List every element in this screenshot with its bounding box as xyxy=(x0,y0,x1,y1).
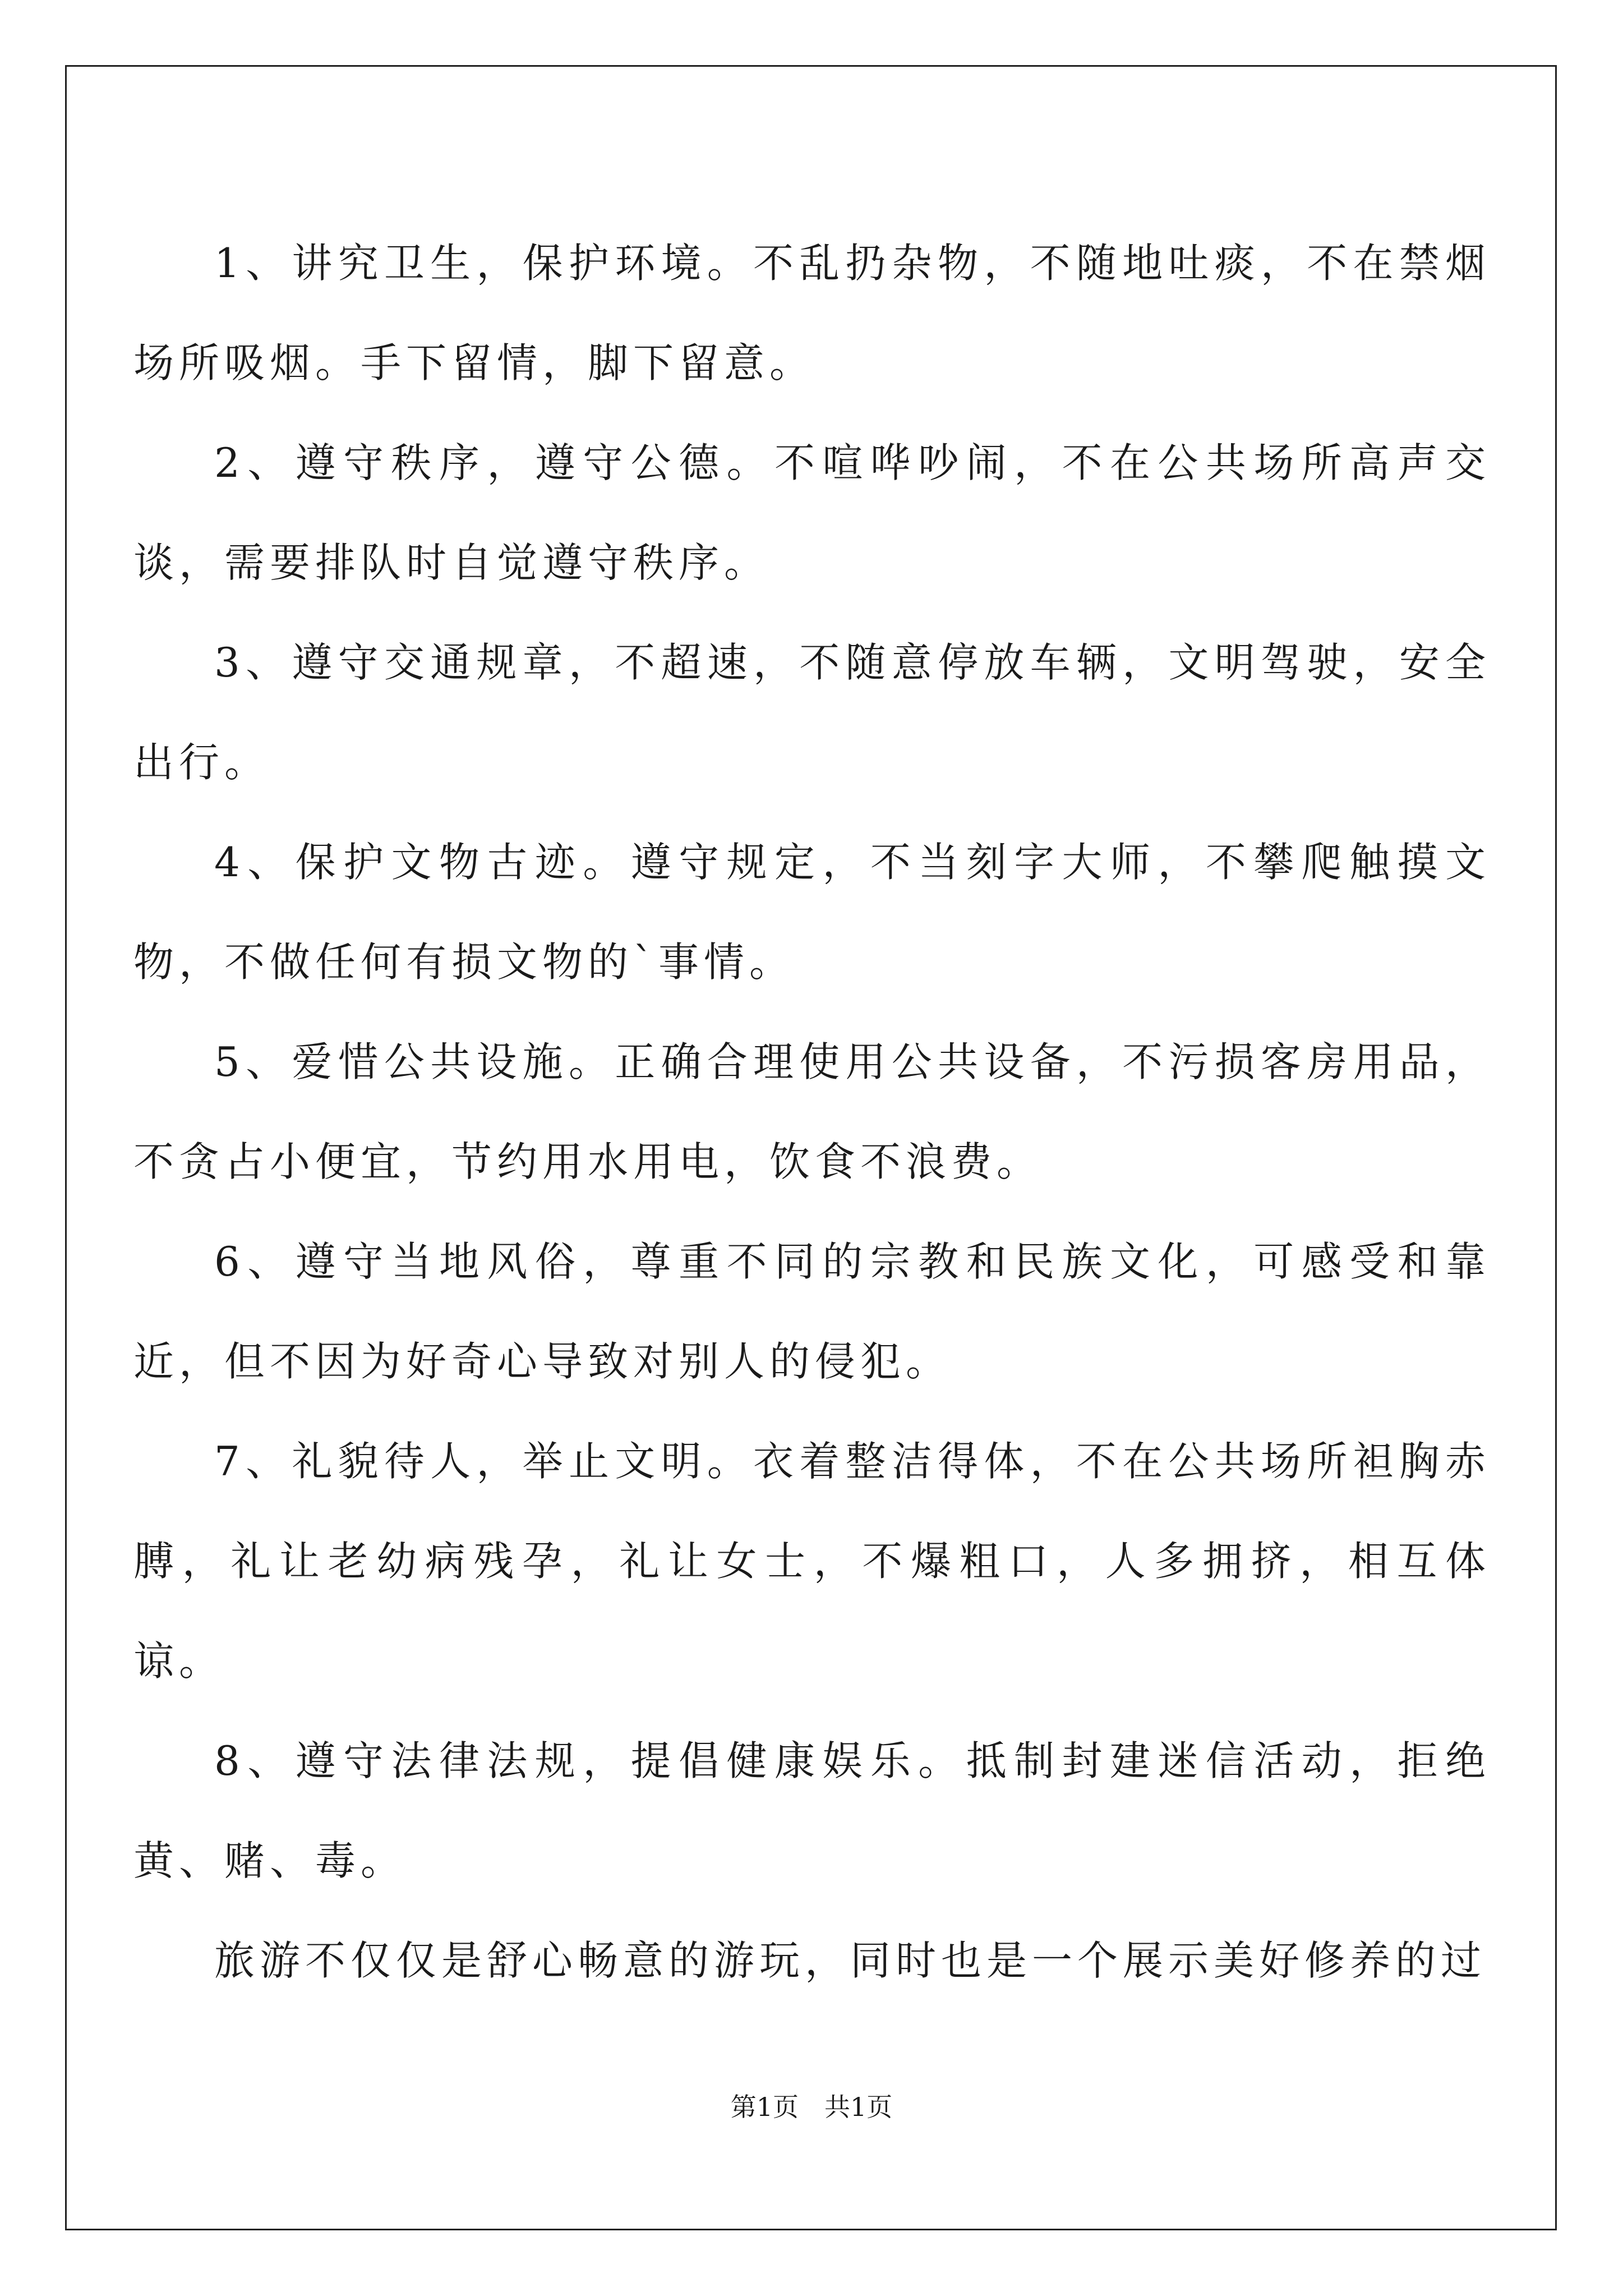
paragraph-1: 1、讲究卫生，保护环境。不乱扔杂物，不随地吐痰，不在禁烟场所吸烟。手下留情，脚下留意。 xyxy=(133,240,1491,386)
paragraph-3: 3、遵守交通规章，不超速，不随意停放车辆，文明驾驶，安全出行。 xyxy=(133,639,1491,786)
paragraph-closing: 旅游不仅仅是舒心畅意的游玩，同时也是一个展示美好修养的过 xyxy=(214,1937,1487,1984)
paragraph-2: 2、遵守秩序，遵守公德。不喧哗吵闹，不在公共场所高声交谈，需要排队时自觉遵守秩序。 xyxy=(133,439,1491,586)
paragraph-5: 5、爱惜公共设施。正确合理使用公共设备，不污损客房用品，不贪占小便宜，节约用水用电，饮食不浪费。 xyxy=(133,1038,1491,1185)
document-body xyxy=(133,213,1491,2010)
paragraph-8: 8、遵守法律法规，提倡健康娱乐。抵制封建迷信活动，拒绝黄、赌、毒。 xyxy=(133,1737,1491,1884)
paragraph-6: 6、遵守当地风俗，尊重不同的宗教和民族文化，可感受和靠近，但不因为好奇心导致对别人的侵犯。 xyxy=(133,1238,1491,1385)
paragraph-4: 4、保护文物古迹。遵守规定，不当刻字大师，不攀爬触摸文物，不做任何有损文物的`事情。 xyxy=(133,839,1491,986)
page-number-footer: 第1页 共1页 xyxy=(730,2092,893,2122)
paragraph-7: 7、礼貌待人，举止文明。衣着整洁得体，不在公共场所袒胸赤膊，礼让老幼病残孕，礼让女士，不爆粗口，人多拥挤，相互体谅。 xyxy=(133,1438,1491,1685)
